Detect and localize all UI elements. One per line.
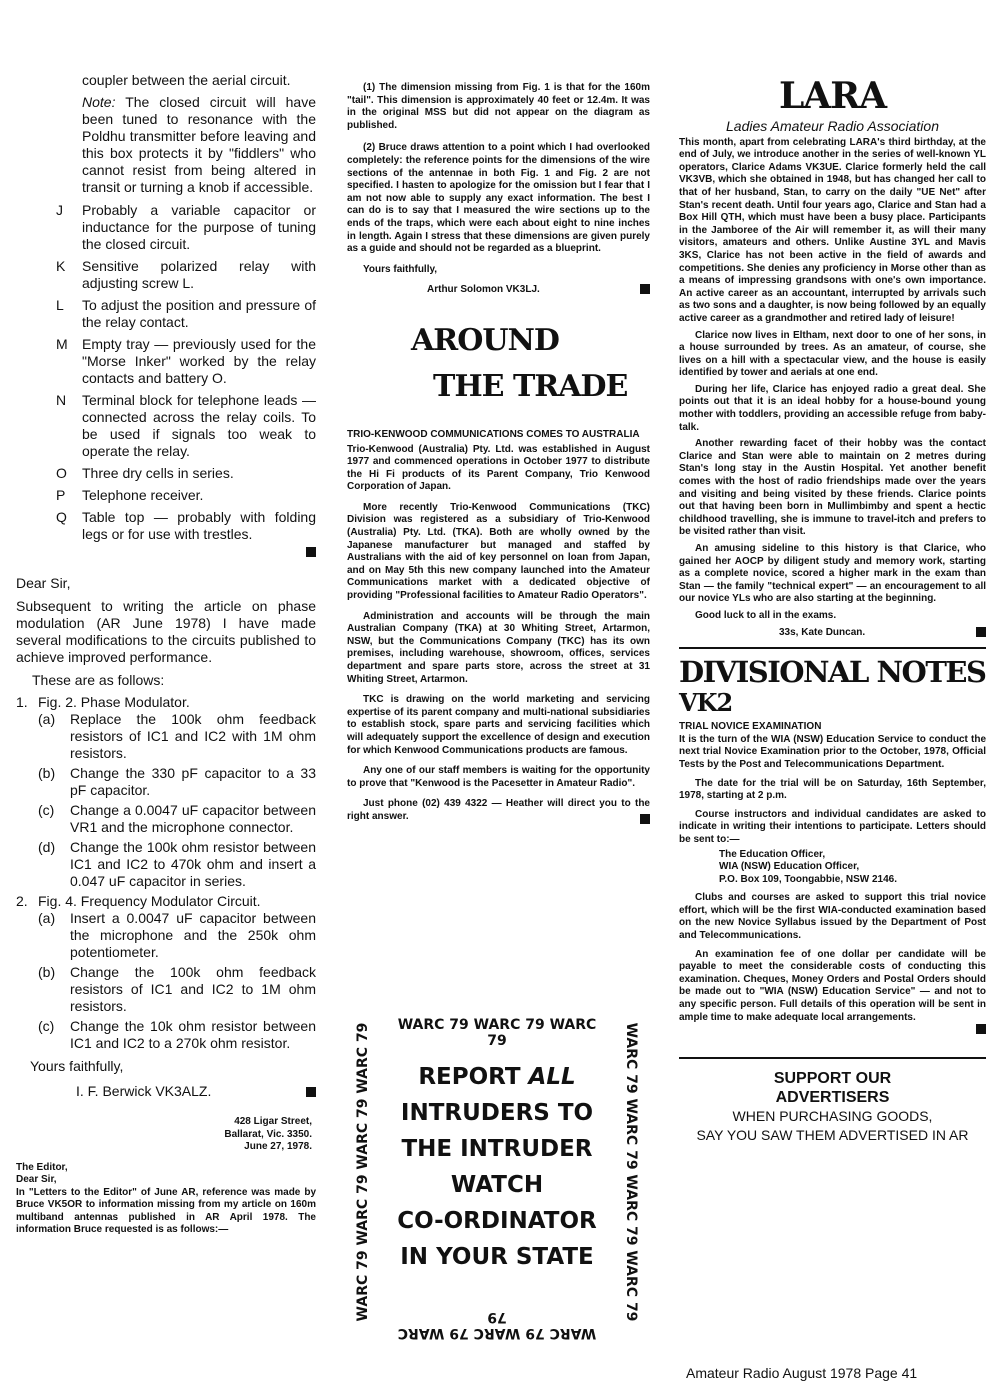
end-mark-icon (306, 1087, 316, 1097)
item-key: M (56, 336, 68, 352)
item-text: Sensitive polarized relay with adjusting screw L. (82, 258, 316, 291)
divisional-heading: TRIAL NOVICE EXAMINATION (679, 721, 822, 733)
list-item (16, 258, 316, 292)
item-key: (c) (38, 802, 55, 818)
support-line-4: SAY YOU SAW THEM ADVERTISED IN AR (696, 1126, 969, 1143)
divisional-article (679, 734, 986, 847)
list-item (16, 487, 316, 504)
item-text: Table top — probably with folding legs or for use with trestles. (82, 509, 316, 542)
divisional-title: DIVISIONAL NOTES (679, 655, 986, 690)
fig2-number: 1. (16, 694, 28, 710)
list-item (16, 392, 316, 460)
list-item (16, 802, 316, 836)
item-key: (c) (38, 1018, 55, 1034)
item-text: coupler between the aerial circuit. (82, 72, 291, 88)
letter-signature: I. F. Berwick VK3ALZ. (76, 1083, 212, 1099)
note-paragraph (16, 94, 316, 196)
item-key: Q (56, 509, 67, 525)
page-footer: Amateur Radio August 1978 Page 41 (686, 1365, 918, 1381)
letter-intro: Subsequent to writing the article on phase modulation (AR June 1978) I have made several modifications to the circuits published to achieve improved performance. (16, 598, 316, 665)
warc-line-4: WATCH (450, 1172, 544, 1198)
end-mark-row (679, 1024, 986, 1039)
list-item (16, 839, 316, 890)
item-key: K (56, 258, 66, 274)
support-line-3: WHEN PURCHASING GOODS, (732, 1107, 933, 1124)
note-text: The closed circuit will have been tuned to resonance with the Poldhu transmitter before leaving and this box protects it by "fiddlers" who cannot resist from being altered in transit or turning a knob if accessible. (82, 94, 316, 195)
warc-border-left (353, 1007, 373, 1337)
end-mark-icon (306, 547, 316, 557)
address-line: The Education Officer, (719, 848, 826, 860)
list-item (16, 910, 316, 961)
item-text: Change the 100k ohm resistor between IC1 and IC2 to 470k ohm and insert a 0.047 uF capacitor in series. (70, 839, 316, 889)
paragraph: (1) The dimension missing from Fig. 1 is that for the 160m "tail". This dimension is approximately 40 feet or 12.4m. It was in the original MSS but did not appear on the diagram as published. (347, 82, 650, 131)
paragraph: Just phone (02) 439 4322 — Heather will direct you to the right answer. (347, 798, 650, 822)
paragraph: Course instructors and individual candidates are asked to indicate in writing their intentions to participate. Letters should be sent to:— (679, 808, 986, 845)
trade-heading: TRIO-KENWOOD COMMUNICATIONS COMES TO AUSTRALIA (347, 428, 640, 440)
list-item (16, 1018, 316, 1052)
warc-line-6: IN YOUR STATE (400, 1244, 594, 1270)
warc-report: REPORT (418, 1064, 521, 1090)
warc-advert (347, 1003, 647, 1345)
trade-title-line2: THE TRADE (433, 368, 628, 404)
item-key: L (56, 297, 64, 313)
fig4-list (16, 910, 316, 1052)
item-text: Change a 0.0047 uF capacitor between VR1 and the microphone connector. (70, 802, 316, 835)
paragraph: Another rewarding facet of their hobby was the contact Clarice and Stan were able to maintain on 2 metres during Stan's long stay in the Austin Hospital. Yet another benefit comes with the host of radio friendships made over the years and visiting and being visited by these friends. Clarice points out that having been born in Mullimbimby and spent a hectic childhood travelling, she is immune to travel-itch and prefers to be visited rather than visit. (679, 438, 986, 538)
end-mark-row (16, 544, 316, 561)
address-line: June 27, 1978. (244, 1141, 312, 1152)
item-text: Change the 10k ohm resistor between IC1 and IC2 to a 270k ohm resistor. (70, 1018, 316, 1051)
item-key: (a) (38, 711, 56, 727)
list-item (16, 72, 316, 89)
item-key: (b) (38, 964, 56, 980)
paragraph: TKC is drawing on the world marketing and servicing expertise of its parent company and multi-national subsidiaries to establish stock, spare parts and servicing facilities which will adequately support the excellence of design and execution for which Kenwood Communications products are famous. (347, 694, 650, 756)
lara-subtitle: Ladies Amateur Radio Association (726, 118, 939, 134)
trade-article (347, 444, 650, 824)
lara-signature: 33s, Kate Duncan. (779, 626, 866, 638)
divisional-subtitle: VK2 (679, 688, 733, 718)
item-key: O (56, 465, 67, 481)
lara-title: LARA (778, 75, 887, 117)
paragraph: An examination fee of one dollar per candidate will be payable to meet the considerable costs of conducting this examination. Cheques, Money Orders and Postal Orders should be made out to "WIA (NSW) Education Service" — and not to any specific person. Full details of this operation will be sent in ample time to make adequate local arrangements. (679, 948, 986, 1023)
trade-title-line1: AROUND (411, 322, 559, 358)
address-line: Ballarat, Vic. 3350. (224, 1128, 312, 1140)
address-line: WIA (NSW) Education Officer, (719, 861, 860, 873)
item-key: J (56, 202, 63, 218)
paragraph: Any one of our staff members is waiting for the opportunity to prove that "Kenwood is the Pacesetter in Amateur Radio". (347, 765, 650, 789)
paragraph: The date for the trial will be on Saturday, 16th September, 1978, starting at 2 p.m. (679, 777, 986, 802)
fig4-title: Fig. 4. Frequency Modulator Circuit. (38, 893, 261, 909)
item-key: N (56, 392, 67, 408)
letter-closing: Yours faithfully, (363, 263, 438, 275)
item-text: Telephone receiver. (82, 487, 204, 503)
support-line-1: SUPPORT OUR (773, 1069, 892, 1087)
warc-all: ALL (528, 1064, 576, 1090)
divider (679, 647, 986, 649)
warc-border-right (621, 1007, 641, 1337)
divider (679, 1057, 986, 1059)
item-text: Change the 100k ohm feedback resistors of IC1 and IC2 to 1M ohm resistors. (70, 964, 316, 1014)
paragraph: Administration and accounts will be through the main Australian Company (TKA) at 30 Whiting Street, Artarmon, NSW, but the Communications Company (TKC) has its own premises, including warehouse, showroom, offices, services department and spare parts store, across the street at 31 Whiting Street, Artarmon. (347, 610, 650, 685)
paragraph: This month, apart from celebrating LARA's third birthday, at the end of July, we introduce another in the series of well-known YL operators, Clarice Adams VK3UE. Clarice formerly held the call VK3VB, which she obtained in 1948, but has changed her call to that of her husband, Stan, to carry on the daily "UE Net" after Stan's recent death. Until four years ago, Clarice and Stan had a Box Hill QTH, which must have been a busy place. Participants in the Jamboree of the Air will remember it, as will their many visitors, amateurs and others. Unlike Austine 3YL and Mavis 3KS, Clarice has not been active in the field of awards and competitions. She denies any proficiency in Morse other than as a means of impressing grandsons with one's own importance. An active career as an accountant, interrupted by arrivals such as two sons and a daughter, is now being followed by an equally active career as a grandmother and retired lady of leisure! (679, 136, 986, 324)
paragraph: An amusing sideline to this history is that Clarice, who gained her AOCP by diligent study and memory work, starting as a complete novice, scored a higher mark in the exam than Stan — the family "technical expert" — an encouragement to all our novice YLs who are also starting at the beginning. (679, 543, 986, 605)
letter-address (16, 1116, 316, 1154)
signature-row (347, 284, 650, 297)
list-item (16, 765, 316, 799)
warc-line-2: INTRUDERS TO (400, 1100, 594, 1126)
warc-line-1 (377, 1059, 617, 1095)
item-text: Probably a variable capacitor or inductance for the purpose of tuning the closed circuit. (82, 202, 316, 252)
warc-message (377, 1059, 617, 1275)
item-key: P (56, 487, 66, 503)
fig2-list (16, 711, 316, 890)
end-mark-icon (640, 284, 650, 294)
letter-signature: Arthur Solomon VK3LJ. (427, 284, 540, 296)
end-mark-icon (976, 627, 986, 637)
paragraph: During her life, Clarice has enjoyed radio a great deal. She points out that it is an ideal hobby for a house-bound young mother with toddlers, providing an accessible refuge from baby-talk. (679, 383, 986, 433)
item-key: (d) (38, 839, 56, 855)
fig4-heading (16, 893, 316, 910)
letter-as-follows: These are as follows: (32, 672, 165, 688)
lara-article (679, 137, 986, 623)
item-key: (a) (38, 910, 56, 926)
paragraph: It is the turn of the WIA (NSW) Education Service to conduct the next trial Novice Examination prior to the October, 1978, Official Tests by the Post and Telecommunications Department. (679, 733, 986, 770)
paragraph: (2) Bruce draws attention to a point which I had overlooked completely: the reference points for the dimensions of the wire sections of the antennae in both Fig. 1 and Fig. 2 are not specified. I hasten to apologize for the omission but I fear that I am not now able to supply any exact information. The best I can do is to say that I measured the wire sections up to the ends of the traps, which were each about eight to nine inches in length. Again I stress that these dimensions are given purely as a guide and should not be regarded as a blueprint. (347, 142, 650, 255)
list-item (16, 465, 316, 482)
warc-line-3: THE INTRUDER (401, 1136, 593, 1162)
letter2-salutation: Dear Sir, (16, 1174, 57, 1185)
divisional-address (679, 849, 986, 887)
address-line: P.O. Box 109, Toongabbie, NSW 2146. (719, 873, 898, 885)
warc-border-left-text: WARC 79 WARC 79 WARC 79 WARC 79 (355, 1022, 371, 1322)
item-key: (b) (38, 765, 56, 781)
item-text: Terminal block for telephone leads — connected across the relay coils. To be used if signals too weak to operate the relay. (82, 392, 316, 459)
fig4-number: 2. (16, 893, 28, 909)
fig2-heading (16, 694, 316, 711)
paragraph: Clarice now lives in Eltham, next door to one of her sons, in a house surrounded by trees. As an amateur, of course, she lives on a hill with a spectacular view, and the house is easily identified by tower and aerials at one end. (679, 329, 986, 379)
letter-salutation: Dear Sir, (16, 575, 71, 591)
list-item (16, 297, 316, 331)
warc-border-top: WARC 79 WARC 79 WARC 79 (397, 1017, 597, 1049)
paragraph: Good luck to all in the exams. (695, 609, 837, 621)
signature-row (679, 627, 986, 640)
paragraph: Clubs and courses are asked to support this trial novice effort, which will be the first WIA-conducted examination based on the new Novice Syllabus issued by the Department of Post and Telecommunications. (679, 892, 986, 942)
item-key (16, 72, 82, 89)
column-1 (16, 72, 316, 1237)
letter-closing: Yours faithfully, (30, 1058, 124, 1074)
end-mark-icon (640, 814, 650, 824)
list-item (16, 202, 316, 253)
item-text: Empty tray — previously used for the "Morse Inker" worked by the relay contacts and battery O. (82, 336, 316, 386)
fig2-title: Fig. 2. Phase Modulator. (38, 694, 190, 710)
letter2-text: In "Letters to the Editor" of June AR, reference was made by Bruce VK5OR to information missing from my article on 160m multiband antennas published in AR April 1978. The information Bruce requested is as follows:— (16, 1186, 316, 1235)
list-item (16, 964, 316, 1015)
column-2 (347, 82, 650, 828)
warc-border-right-text: WARC 79 WARC 79 WARC 79 WARC 79 (623, 1022, 639, 1322)
paragraph: Trio-Kenwood (Australia) Pty. Ltd. was established in August 1977 and commenced operations in October 1977 to distribute the Hi Fi products of its Parent Company, Trio Kenwood Corporation of Japan. (347, 443, 650, 493)
item-text: Three dry cells in series. (82, 465, 234, 481)
warc-line-5: CO-ORDINATOR (397, 1208, 597, 1234)
letter-2 (16, 1162, 316, 1237)
support-advertisers (679, 1069, 986, 1145)
end-mark-icon (976, 1024, 986, 1034)
address-line: 428 Ligar Street, (234, 1116, 312, 1127)
item-text: To adjust the position and pressure of the relay contact. (82, 297, 316, 330)
support-line-2: ADVERTISERS (775, 1088, 890, 1106)
item-text: Insert a 0.0047 uF capacitor between the microphone and the 250k ohm potentiometer. (70, 910, 316, 960)
list-item (16, 336, 316, 387)
divisional-article-2 (679, 892, 986, 1024)
item-text: Change the 330 pF capacitor to a 33 pF capacitor. (70, 765, 316, 798)
signature-row (16, 1083, 316, 1100)
note-label: Note: (82, 94, 116, 110)
list-item (16, 711, 316, 762)
column-3 (679, 76, 986, 1145)
parts-list (16, 202, 316, 543)
warc-border-bottom: WARC 79 WARC 79 WARC 79 (397, 1309, 597, 1341)
paragraph: More recently Trio-Kenwood Communications (TKC) Division was registered as a subsidiary of Trio-Kenwood (Australia) Pty. Ltd. (TKA). Both are wholly owned by the Japanese manufacturer but managed and staffed by Australians with the aid of key personnel on loan from Japan, and on May 5th this new company launched into the Amateur Communications market with a dedicated objective of providing "Professional facilities to Amateur Radio Operators". (347, 501, 650, 602)
list-item (16, 509, 316, 543)
letter2-to: The Editor, (16, 1161, 68, 1173)
item-text: Replace the 100k ohm feedback resistors of IC1 and IC2 with 1M ohm resistors. (70, 711, 316, 761)
